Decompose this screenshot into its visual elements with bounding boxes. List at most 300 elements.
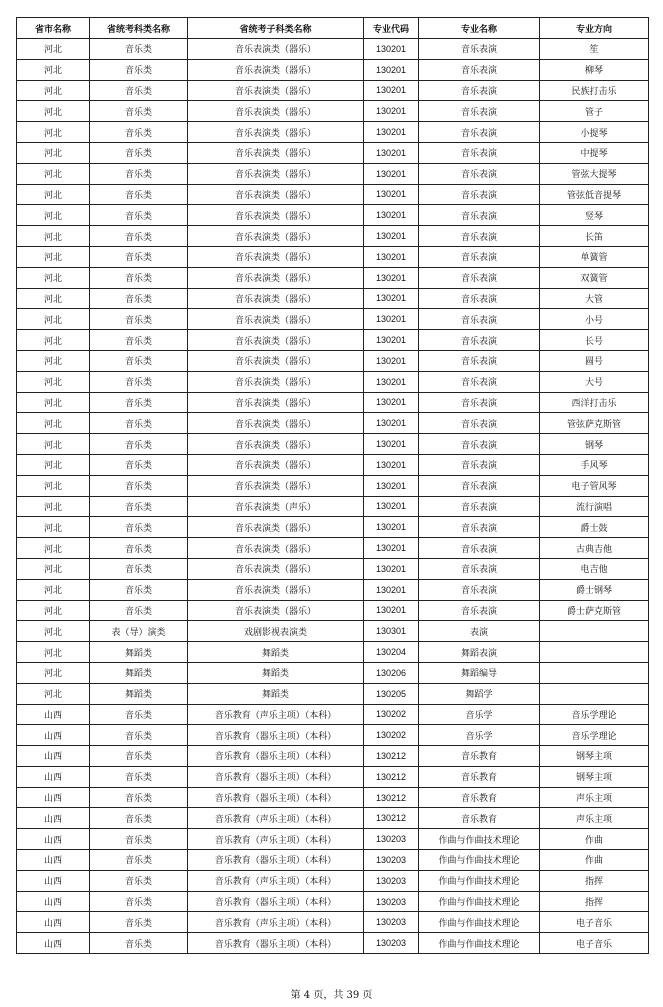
cell-major-name: 音乐表演 [419, 163, 540, 184]
table-row [17, 267, 649, 288]
cell-exam-category: 舞蹈类 [90, 683, 188, 704]
cell-province: 山西 [17, 725, 90, 746]
cell-exam-category: 音乐类 [90, 891, 188, 912]
cell-exam-category: 音乐类 [90, 267, 188, 288]
table-row [17, 39, 649, 60]
cell-major-direction: 指挥 [540, 870, 649, 891]
cell-major-direction: 作曲 [540, 850, 649, 871]
cell-major-code: 130201 [364, 163, 419, 184]
cell-province: 河北 [17, 621, 90, 642]
cell-major-direction [540, 683, 649, 704]
cell-province: 山西 [17, 933, 90, 954]
cell-exam-subcategory: 音乐教育（器乐主项）（本科） [188, 725, 364, 746]
cell-major-code: 130201 [364, 39, 419, 60]
cell-major-name: 舞蹈编导 [419, 662, 540, 683]
cell-province: 河北 [17, 538, 90, 559]
cell-major-direction: 古典吉他 [540, 538, 649, 559]
table-header-row [17, 18, 649, 39]
table-row [17, 517, 649, 538]
table-row [17, 288, 649, 309]
cell-major-code: 130203 [364, 912, 419, 933]
cell-major-name: 音乐表演 [419, 309, 540, 330]
cell-major-direction: 钢琴 [540, 434, 649, 455]
header-exam-category: 省统考科类名称 [90, 18, 188, 39]
cell-exam-subcategory: 音乐表演类（器乐） [188, 330, 364, 351]
cell-major-direction: 爵士钢琴 [540, 579, 649, 600]
cell-province: 山西 [17, 746, 90, 767]
table-row [17, 80, 649, 101]
cell-exam-category: 音乐类 [90, 850, 188, 871]
cell-exam-subcategory: 音乐表演类（器乐） [188, 267, 364, 288]
cell-province: 山西 [17, 704, 90, 725]
table-row [17, 933, 649, 954]
cell-major-name: 音乐表演 [419, 517, 540, 538]
cell-exam-subcategory: 音乐教育（声乐主项）（本科） [188, 912, 364, 933]
cell-major-code: 130212 [364, 746, 419, 767]
cell-major-name: 音乐表演 [419, 39, 540, 60]
table-row [17, 808, 649, 829]
header-exam-subcategory: 省统考子科类名称 [188, 18, 364, 39]
cell-exam-category: 音乐类 [90, 829, 188, 850]
cell-major-direction: 大管 [540, 288, 649, 309]
cell-major-code: 130201 [364, 350, 419, 371]
cell-province: 河北 [17, 413, 90, 434]
cell-province: 山西 [17, 870, 90, 891]
table-row [17, 662, 649, 683]
cell-province: 河北 [17, 184, 90, 205]
cell-province: 山西 [17, 850, 90, 871]
table-row [17, 184, 649, 205]
cell-major-code: 130201 [364, 434, 419, 455]
cell-exam-category: 音乐类 [90, 80, 188, 101]
cell-exam-subcategory: 音乐表演类（器乐） [188, 101, 364, 122]
cell-major-name: 音乐表演 [419, 454, 540, 475]
cell-exam-category: 音乐类 [90, 870, 188, 891]
cell-exam-subcategory: 舞蹈类 [188, 642, 364, 663]
cell-major-code: 130201 [364, 413, 419, 434]
cell-exam-subcategory: 音乐表演类（器乐） [188, 309, 364, 330]
table-row [17, 454, 649, 475]
cell-major-direction: 柳琴 [540, 59, 649, 80]
table-row [17, 163, 649, 184]
cell-exam-category: 音乐类 [90, 350, 188, 371]
cell-major-name: 音乐表演 [419, 142, 540, 163]
cell-exam-subcategory: 音乐表演类（器乐） [188, 142, 364, 163]
cell-major-code: 130201 [364, 392, 419, 413]
table-row [17, 600, 649, 621]
cell-exam-category: 音乐类 [90, 579, 188, 600]
cell-major-code: 130201 [364, 558, 419, 579]
cell-major-code: 130201 [364, 288, 419, 309]
cell-major-name: 音乐教育 [419, 746, 540, 767]
cell-major-code: 130201 [364, 184, 419, 205]
cell-major-direction: 双簧管 [540, 267, 649, 288]
cell-province: 河北 [17, 267, 90, 288]
table-row [17, 766, 649, 787]
cell-exam-category: 音乐类 [90, 434, 188, 455]
cell-province: 河北 [17, 350, 90, 371]
table-row [17, 309, 649, 330]
cell-exam-category: 音乐类 [90, 787, 188, 808]
cell-major-code: 130206 [364, 662, 419, 683]
cell-major-direction: 指挥 [540, 891, 649, 912]
cell-major-direction: 流行演唱 [540, 496, 649, 517]
cell-province: 河北 [17, 454, 90, 475]
table-row [17, 413, 649, 434]
cell-province: 河北 [17, 558, 90, 579]
cell-exam-subcategory: 音乐表演类（器乐） [188, 538, 364, 559]
cell-exam-category: 音乐类 [90, 39, 188, 60]
table-row [17, 579, 649, 600]
table-row [17, 205, 649, 226]
cell-major-code: 130201 [364, 226, 419, 247]
cell-province: 河北 [17, 475, 90, 496]
cell-major-direction: 管弦萨克斯管 [540, 413, 649, 434]
cell-exam-subcategory: 音乐表演类（器乐） [188, 350, 364, 371]
cell-province: 河北 [17, 246, 90, 267]
table-row [17, 538, 649, 559]
cell-major-name: 作曲与作曲技术理论 [419, 912, 540, 933]
table-row [17, 475, 649, 496]
cell-exam-subcategory: 音乐教育（器乐主项）（本科） [188, 746, 364, 767]
cell-major-code: 130201 [364, 538, 419, 559]
header-major-name: 专业名称 [419, 18, 540, 39]
cell-major-code: 130212 [364, 787, 419, 808]
table-row [17, 558, 649, 579]
cell-major-code: 130201 [364, 454, 419, 475]
cell-major-code: 130205 [364, 683, 419, 704]
table-row [17, 891, 649, 912]
cell-province: 山西 [17, 829, 90, 850]
header-major-direction: 专业方向 [540, 18, 649, 39]
table-row [17, 59, 649, 80]
cell-major-direction: 管弦大提琴 [540, 163, 649, 184]
cell-province: 河北 [17, 142, 90, 163]
cell-major-name: 音乐表演 [419, 558, 540, 579]
cell-major-code: 130203 [364, 870, 419, 891]
cell-exam-category: 音乐类 [90, 184, 188, 205]
cell-major-direction: 爵士萨克斯管 [540, 600, 649, 621]
table-row [17, 642, 649, 663]
table-row [17, 621, 649, 642]
cell-province: 河北 [17, 122, 90, 143]
cell-province: 河北 [17, 101, 90, 122]
cell-major-name: 音乐表演 [419, 101, 540, 122]
cell-exam-subcategory: 音乐表演类（器乐） [188, 80, 364, 101]
cell-exam-category: 音乐类 [90, 538, 188, 559]
cell-major-direction: 单簧管 [540, 246, 649, 267]
cell-exam-category: 音乐类 [90, 454, 188, 475]
cell-exam-category: 音乐类 [90, 288, 188, 309]
cell-major-direction: 电吉他 [540, 558, 649, 579]
cell-exam-category: 音乐类 [90, 933, 188, 954]
cell-province: 河北 [17, 662, 90, 683]
cell-exam-subcategory: 音乐表演类（器乐） [188, 475, 364, 496]
table-row [17, 350, 649, 371]
cell-exam-category: 音乐类 [90, 205, 188, 226]
cell-major-name: 作曲与作曲技术理论 [419, 933, 540, 954]
cell-exam-subcategory: 音乐表演类（器乐） [188, 517, 364, 538]
cell-major-direction [540, 621, 649, 642]
cell-major-name: 音乐学 [419, 725, 540, 746]
cell-exam-subcategory: 音乐教育（器乐主项）（本科） [188, 850, 364, 871]
cell-major-code: 130201 [364, 309, 419, 330]
cell-major-name: 作曲与作曲技术理论 [419, 891, 540, 912]
cell-exam-subcategory: 音乐表演类（器乐） [188, 558, 364, 579]
cell-major-direction: 声乐主项 [540, 808, 649, 829]
cell-province: 河北 [17, 434, 90, 455]
table-row [17, 912, 649, 933]
cell-exam-category: 音乐类 [90, 246, 188, 267]
cell-exam-category: 音乐类 [90, 475, 188, 496]
cell-major-direction: 圆号 [540, 350, 649, 371]
cell-exam-subcategory: 音乐教育（声乐主项）（本科） [188, 829, 364, 850]
cell-exam-category: 音乐类 [90, 808, 188, 829]
cell-province: 河北 [17, 683, 90, 704]
cell-major-name: 音乐表演 [419, 288, 540, 309]
cell-province: 河北 [17, 288, 90, 309]
cell-province: 河北 [17, 226, 90, 247]
cell-major-name: 音乐表演 [419, 434, 540, 455]
cell-province: 河北 [17, 392, 90, 413]
table-row [17, 122, 649, 143]
cell-exam-category: 音乐类 [90, 746, 188, 767]
table-row [17, 704, 649, 725]
cell-exam-category: 音乐类 [90, 413, 188, 434]
cell-major-code: 130201 [364, 122, 419, 143]
cell-major-name: 音乐表演 [419, 392, 540, 413]
cell-major-name: 音乐教育 [419, 787, 540, 808]
cell-exam-category: 音乐类 [90, 766, 188, 787]
cell-major-name: 作曲与作曲技术理论 [419, 829, 540, 850]
cell-major-name: 舞蹈学 [419, 683, 540, 704]
cell-major-name: 音乐学 [419, 704, 540, 725]
header-major-code: 专业代码 [364, 18, 419, 39]
cell-major-code: 130201 [364, 517, 419, 538]
cell-major-code: 130201 [364, 600, 419, 621]
cell-major-name: 音乐表演 [419, 184, 540, 205]
cell-major-direction: 长笛 [540, 226, 649, 247]
cell-major-name: 音乐表演 [419, 267, 540, 288]
cell-major-direction: 长号 [540, 330, 649, 351]
cell-major-code: 130201 [364, 101, 419, 122]
cell-exam-category: 舞蹈类 [90, 662, 188, 683]
cell-major-direction: 钢琴主项 [540, 766, 649, 787]
cell-exam-category: 音乐类 [90, 517, 188, 538]
cell-province: 河北 [17, 163, 90, 184]
cell-major-name: 音乐表演 [419, 205, 540, 226]
cell-major-code: 130203 [364, 850, 419, 871]
cell-exam-subcategory: 音乐教育（声乐主项）（本科） [188, 704, 364, 725]
cell-major-direction: 作曲 [540, 829, 649, 850]
cell-major-name: 音乐教育 [419, 766, 540, 787]
cell-exam-subcategory: 音乐表演类（器乐） [188, 184, 364, 205]
table-row [17, 392, 649, 413]
cell-province: 山西 [17, 912, 90, 933]
cell-major-code: 130201 [364, 142, 419, 163]
cell-major-name: 音乐表演 [419, 538, 540, 559]
cell-exam-subcategory: 音乐教育（器乐主项）（本科） [188, 933, 364, 954]
cell-major-code: 130212 [364, 766, 419, 787]
cell-major-code: 130201 [364, 80, 419, 101]
cell-major-code: 130201 [364, 475, 419, 496]
cell-exam-category: 音乐类 [90, 600, 188, 621]
table-row [17, 226, 649, 247]
table-row [17, 746, 649, 767]
cell-exam-subcategory: 舞蹈类 [188, 662, 364, 683]
cell-major-direction: 西洋打击乐 [540, 392, 649, 413]
table-row [17, 101, 649, 122]
cell-province: 山西 [17, 891, 90, 912]
cell-province: 河北 [17, 496, 90, 517]
cell-major-code: 130201 [364, 267, 419, 288]
cell-major-code: 130204 [364, 642, 419, 663]
cell-major-code: 130202 [364, 725, 419, 746]
cell-major-code: 130201 [364, 330, 419, 351]
cell-province: 河北 [17, 579, 90, 600]
cell-major-name: 音乐表演 [419, 413, 540, 434]
cell-exam-category: 音乐类 [90, 912, 188, 933]
cell-exam-category: 音乐类 [90, 496, 188, 517]
cell-exam-subcategory: 音乐表演类（器乐） [188, 205, 364, 226]
cell-exam-subcategory: 音乐教育（器乐主项）（本科） [188, 787, 364, 808]
cell-major-direction: 音乐学理论 [540, 725, 649, 746]
cell-major-name: 音乐表演 [419, 496, 540, 517]
cell-major-name: 音乐教育 [419, 808, 540, 829]
header-province: 省市名称 [17, 18, 90, 39]
cell-exam-subcategory: 音乐教育（器乐主项）（本科） [188, 891, 364, 912]
cell-major-direction: 电子音乐 [540, 933, 649, 954]
table-row [17, 142, 649, 163]
cell-exam-subcategory: 音乐表演类（器乐） [188, 454, 364, 475]
cell-major-direction: 小号 [540, 309, 649, 330]
cell-exam-subcategory: 音乐表演类（器乐） [188, 39, 364, 60]
cell-exam-category: 音乐类 [90, 330, 188, 351]
cell-major-code: 130201 [364, 496, 419, 517]
cell-major-direction: 音乐学理论 [540, 704, 649, 725]
cell-major-direction: 小提琴 [540, 122, 649, 143]
cell-exam-subcategory: 音乐表演类（器乐） [188, 600, 364, 621]
cell-exam-subcategory: 音乐表演类（器乐） [188, 59, 364, 80]
cell-major-direction: 手风琴 [540, 454, 649, 475]
cell-province: 山西 [17, 766, 90, 787]
cell-major-name: 表演 [419, 621, 540, 642]
cell-province: 河北 [17, 330, 90, 351]
table-row [17, 496, 649, 517]
cell-exam-category: 音乐类 [90, 704, 188, 725]
cell-major-direction [540, 642, 649, 663]
cell-major-direction: 电子音乐 [540, 912, 649, 933]
table-row [17, 870, 649, 891]
cell-province: 河北 [17, 59, 90, 80]
cell-major-code: 130201 [364, 246, 419, 267]
cell-major-code: 130201 [364, 205, 419, 226]
cell-major-direction [540, 662, 649, 683]
cell-exam-category: 音乐类 [90, 725, 188, 746]
admissions-table-page [16, 17, 648, 954]
table-row [17, 850, 649, 871]
table-row [17, 829, 649, 850]
cell-major-direction: 声乐主项 [540, 787, 649, 808]
cell-major-direction: 笙 [540, 39, 649, 60]
cell-exam-subcategory: 音乐教育（声乐主项）（本科） [188, 870, 364, 891]
cell-major-code: 130203 [364, 933, 419, 954]
cell-exam-category: 舞蹈类 [90, 642, 188, 663]
cell-major-direction: 竖琴 [540, 205, 649, 226]
cell-exam-category: 音乐类 [90, 226, 188, 247]
cell-major-direction: 电子管风琴 [540, 475, 649, 496]
table-row [17, 787, 649, 808]
cell-exam-subcategory: 音乐教育（器乐主项）（本科） [188, 766, 364, 787]
cell-major-direction: 民族打击乐 [540, 80, 649, 101]
cell-major-name: 舞蹈表演 [419, 642, 540, 663]
cell-exam-subcategory: 音乐表演类（器乐） [188, 434, 364, 455]
cell-exam-subcategory: 音乐表演类（器乐） [188, 122, 364, 143]
table-row [17, 246, 649, 267]
cell-exam-subcategory: 戏剧影视表演类 [188, 621, 364, 642]
cell-province: 山西 [17, 787, 90, 808]
cell-major-code: 130201 [364, 579, 419, 600]
cell-major-code: 130201 [364, 371, 419, 392]
cell-exam-subcategory: 音乐表演类（声乐） [188, 496, 364, 517]
cell-exam-category: 音乐类 [90, 163, 188, 184]
cell-exam-category: 音乐类 [90, 101, 188, 122]
cell-province: 河北 [17, 39, 90, 60]
cell-province: 河北 [17, 600, 90, 621]
cell-exam-subcategory: 音乐表演类（器乐） [188, 288, 364, 309]
cell-major-name: 音乐表演 [419, 80, 540, 101]
table-row [17, 725, 649, 746]
cell-province: 河北 [17, 309, 90, 330]
cell-exam-category: 音乐类 [90, 59, 188, 80]
cell-exam-subcategory: 音乐表演类（器乐） [188, 371, 364, 392]
cell-province: 河北 [17, 517, 90, 538]
cell-major-name: 音乐表演 [419, 475, 540, 496]
cell-major-name: 音乐表演 [419, 122, 540, 143]
cell-exam-category: 音乐类 [90, 392, 188, 413]
cell-major-code: 130203 [364, 829, 419, 850]
table-row [17, 683, 649, 704]
cell-exam-subcategory: 音乐表演类（器乐） [188, 163, 364, 184]
cell-major-name: 作曲与作曲技术理论 [419, 870, 540, 891]
cell-major-name: 音乐表演 [419, 59, 540, 80]
cell-major-code: 130201 [364, 59, 419, 80]
cell-exam-category: 音乐类 [90, 142, 188, 163]
cell-major-code: 130202 [364, 704, 419, 725]
cell-major-name: 音乐表演 [419, 226, 540, 247]
cell-major-name: 作曲与作曲技术理论 [419, 850, 540, 871]
cell-exam-subcategory: 舞蹈类 [188, 683, 364, 704]
cell-major-direction: 中提琴 [540, 142, 649, 163]
cell-major-name: 音乐表演 [419, 579, 540, 600]
cell-major-direction: 大号 [540, 371, 649, 392]
cell-exam-subcategory: 音乐表演类（器乐） [188, 246, 364, 267]
cell-exam-subcategory: 音乐表演类（器乐） [188, 413, 364, 434]
cell-major-code: 130301 [364, 621, 419, 642]
cell-major-direction: 管弦低音提琴 [540, 184, 649, 205]
cell-exam-category: 音乐类 [90, 309, 188, 330]
cell-major-name: 音乐表演 [419, 600, 540, 621]
cell-major-code: 130203 [364, 891, 419, 912]
cell-exam-subcategory: 音乐表演类（器乐） [188, 226, 364, 247]
cell-exam-subcategory: 音乐表演类（器乐） [188, 392, 364, 413]
cell-province: 河北 [17, 205, 90, 226]
cell-major-name: 音乐表演 [419, 330, 540, 351]
cell-province: 山西 [17, 808, 90, 829]
cell-major-name: 音乐表演 [419, 350, 540, 371]
cell-province: 河北 [17, 80, 90, 101]
cell-major-direction: 爵士鼓 [540, 517, 649, 538]
